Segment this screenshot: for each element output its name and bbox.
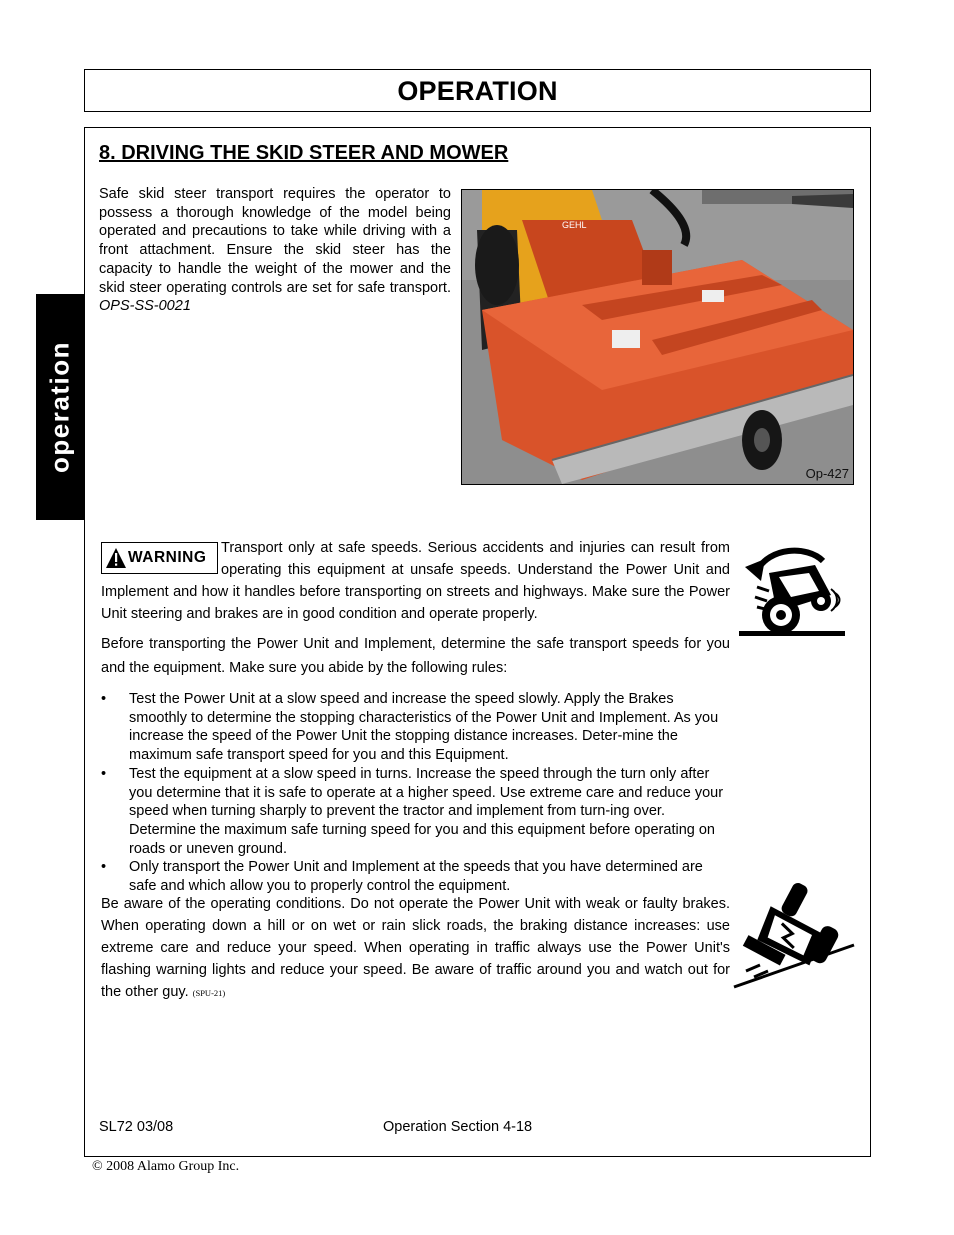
- intro-reference: OPS-SS-0021: [99, 298, 191, 315]
- footer-model-date: SL72 03/08: [99, 1119, 174, 1135]
- operating-conditions-paragraph: [101, 894, 730, 1005]
- skid-steer-mower-image: [462, 190, 853, 484]
- warning-paragraph: [101, 537, 730, 625]
- bullet-marker: •: [101, 859, 107, 875]
- rule-text: Only transport the Power Unit and Implement at the speeds that you have determined are safe and which allow you to properly control the equipment.: [129, 859, 703, 894]
- warning-text: Transport only at safe speeds. Serious accidents and injuries can result from operating this equipment at unsafe speeds. Understand the Power Unit and Implement and how it handles before transporting on streets and highways. Make sure the Power Unit steering and brakes are in good condition and operate properly.: [101, 540, 730, 622]
- intro-text: Safe skid steer transport requires the operator to possess a thorough knowledge of the model being operated and precautions to take while driving with a front attachment. Ensure the skid steer has the capacity to handle the weight of the mower and the skid steer operating controls are set for safe transport.: [99, 186, 451, 296]
- footer-page-number: Operation Section 4-18: [383, 1119, 533, 1135]
- tractor-rollover-icon: [732, 875, 856, 990]
- page-header-title: OPERATION: [397, 76, 558, 106]
- photo-caption: Op-427: [805, 466, 849, 481]
- brand-text: GEHL: [562, 220, 587, 230]
- transport-speed-paragraph: Before transporting the Power Unit and Implement, determine the safe transport speeds for you and the equipment. Make sure you abide by the following rules:: [101, 636, 730, 676]
- rule-text: Test the equipment at a slow speed in turns. Increase the speed through the turn only after you determine that it is safe to operate at a higher speed. Use extreme care and reduce your speed when turning sharply to prevent the tractor and implement from turn-ing over. Determine the maximum safe turning speed for you and this equipment before operating on roads or uneven ground.: [129, 766, 724, 857]
- bullet-marker: •: [101, 691, 107, 707]
- rule-text: Test the Power Unit at a slow speed and increase the speed slowly. Apply the Brakes smoothly to determine the stopping characteristics of the Power Unit and Implement. As you increase the speed of the Power Unit the stopping distance increases. Deter-mine the maximum safe transport speed for you and this Equipment.: [129, 691, 719, 764]
- section-heading: 8. DRIVING THE SKID STEER AND MOWER: [99, 142, 509, 164]
- operating-conditions-text: Be aware of the operating conditions. Do not operate the Power Unit with weak or faulty brakes. When operating down a hill or on wet or rain slick roads, the braking distance increases: use extreme care and reduce your speed. When operating in traffic always use the Power Unit's flashing warning lights and reduce your speed. Be aware of traffic around you and watch out for the other guy.: [101, 896, 730, 1000]
- intro-paragraph: [99, 185, 451, 316]
- copyright-notice: © 2008 Alamo Group Inc.: [92, 1159, 240, 1174]
- bullet-marker: •: [101, 766, 107, 782]
- warning-badge-text: WARNING: [128, 549, 207, 566]
- badge-spacer: [101, 537, 221, 575]
- side-tab-label: operation: [44, 341, 75, 473]
- tractor-braking-icon: [735, 543, 847, 638]
- mower-photo: [461, 189, 854, 485]
- reference-code: (SPU-21): [192, 987, 226, 998]
